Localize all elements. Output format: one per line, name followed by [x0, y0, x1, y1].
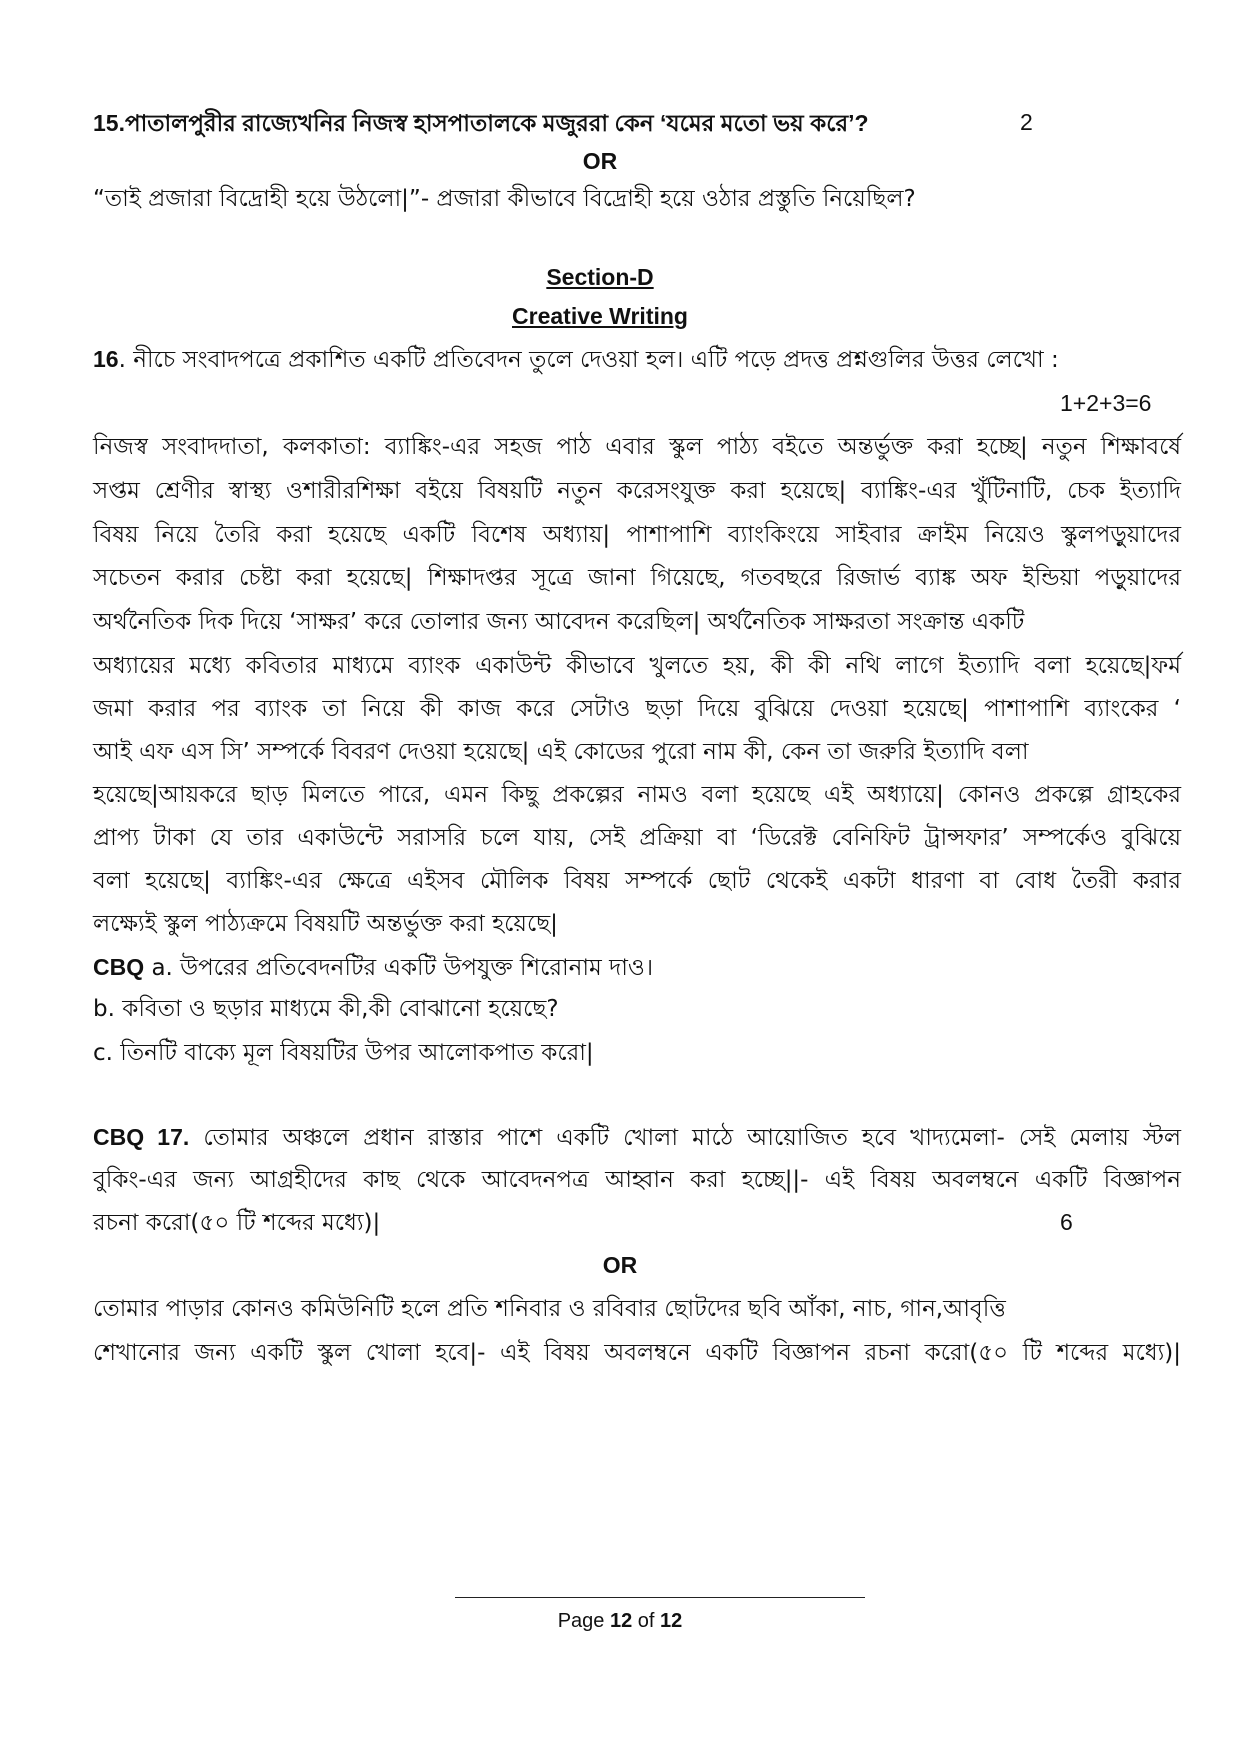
cbq-question-c: c. তিনটি বাক্যে মূল বিষয়টির উপর আলোকপাত করো|: [93, 1040, 594, 1066]
passage-line: প্রাপ্য টাকা যে তার একাউন্টে সরাসরি চলে যায়, সেই প্রক্রিয়া বা ‘ডিরেক্ট বেনিফিট ট্রান্সফার’ সম্পর্কেও বুঝিয়ে: [93, 825, 1181, 851]
cbq-question-a: [93, 950, 653, 985]
question-17-alternative-line-1: তোমার পাড়ার কোনও কমিউনিটি হলে প্রতি শনিবার ও রবিবার ছোটদের ছবি আঁকা, নাচ, গান,আবৃত্তি: [93, 1296, 1006, 1322]
end-rule: [455, 1597, 865, 1598]
passage-line: অধ্যায়ের মধ্যে কবিতার মাধ্যমে ব্যাংক একাউন্ট কীভাবে খুলতে হয়, কী কী নথি লাগে ইত্যাদি বলা হয়েছে|ফর্ম: [93, 653, 1181, 679]
passage-line: আই এফ এস সি’ সম্পর্কে বিবরণ দেওয়া হয়েছে| এই কোডের পুরো নাম কী, কেন তা জরুরি ইত্যাদি বলা: [93, 739, 1029, 765]
section-subtitle: Creative Writing: [512, 303, 688, 329]
passage-line: নিজস্ব সংবাদদাতা, কলকাতা: ব্যাঙ্কিং-এর সহজ পাঠ এবার স্কুল পাঠ্য বইতে অন্তর্ভুক্ত করা হচ্ছে| নতুন শিক্ষাবর্ষে: [93, 434, 1181, 460]
question-17-line-2: বুকিং-এর জন্য আগ্রহীদের কাছ থেকে আবেদনপত্র আহ্বান করা হচ্ছে||- এই বিষয় অবলম্বনে একটি বিজ্ঞাপন: [93, 1167, 1181, 1193]
passage-line: বলা হয়েছে| ব্যাঙ্কিং-এর ক্ষেত্রে এইসব মৌলিক বিষয় সম্পর্কে ছোট থেকেই একটা ধারণা বা বোধ তৈরী করার: [93, 868, 1181, 894]
question-16-instruction: [93, 342, 1059, 377]
passage-line: অর্থনৈতিক দিক দিয়ে ‘সাক্ষর’ করে তোলার জন্য আবেদন করেছিল| অর্থনৈতিক সাক্ষরতা সংক্রান্ত একটি: [93, 609, 1025, 635]
passage-line: জমা করার পর ব্যাংক তা নিয়ে কী কাজ করে সেটাও ছড়া দিয়ে বুঝিয়ে দেওয়া হয়েছে| পাশাপাশি ব্যাংকের ‘: [93, 696, 1181, 722]
passage-line: বিষয় নিয়ে তৈরি করা হয়েছে একটি বিশেষ অধ্যায়| পাশাপাশি ব্যাংকিংয়ে সাইবার ক্রাইম নিয়েও স্কুলপড়ুয়াদের: [93, 522, 1181, 548]
question-17-line-1: [93, 1120, 1181, 1155]
page-number: [0, 1610, 1240, 1633]
or-divider-17: OR: [602, 1252, 638, 1278]
cbq-label: CBQ: [93, 954, 145, 980]
question-15-alternative: “তাই প্রজারা বিদ্রোহী হয়ে উঠলো|”- প্রজারা কীভাবে বিদ্রোহী হয়ে ওঠার প্রস্তুতি নিয়েছিল?: [93, 186, 916, 212]
question-15-text: 15.পাতালপুরীর রাজ্যেখনির নিজস্ব হাসপাতালকে মজুররা কেন ‘যমের মতো ভয় করে’?: [93, 110, 869, 136]
page-total: 12: [660, 1610, 683, 1632]
passage-line: লক্ষ্যেই স্কুল পাঠ্যক্রমে বিষয়টি অন্তর্ভুক্ত করা হয়েছে|: [93, 911, 558, 937]
cbq-question-a-text: a. উপরের প্রতিবেদনটির একটি উপযুক্ত শিরোনাম দাও।: [151, 955, 654, 981]
or-divider-15: OR: [582, 148, 618, 174]
page-of: of: [632, 1610, 661, 1632]
question-16-marks: 1+2+3=6: [1060, 390, 1152, 416]
question-16-number: 16: [93, 346, 119, 372]
section-title: Section-D: [546, 264, 654, 290]
question-15: [93, 106, 869, 141]
passage-line: সচেতন করার চেষ্টা করা হয়েছে| শিক্ষাদপ্তর সূত্রে জানা গিয়েছে, গতবছরে রিজার্ভ ব্যাঙ্ক অফ ইন্ডিয়া পড়ুয়াদের: [93, 565, 1181, 591]
question-17-text: তোমার অঞ্চলে প্রধান রাস্তার পাশে একটি খোলা মাঠে আয়োজিত হবে খাদ্যমেলা- সেই মেলায় স্টল: [203, 1125, 1181, 1151]
page-prefix: Page: [557, 1610, 610, 1632]
passage-line: হয়েছে|আয়করে ছাড় মিলতে পারে, এমন কিছু প্রকল্পের নামও বলা হয়েছে এই অধ্যায়ে| কোনও প্রকল্পে গ্রাহকের: [93, 782, 1181, 808]
passage-line: সপ্তম শ্রেণীর স্বাস্থ্য ওশারীরশিক্ষা বইয়ে বিষয়টি নতুন করেসংযুক্ত করা হয়েছে| ব্যাঙ্কিং-এর খুঁটিনাটি, চেক ইত্যাদি: [93, 478, 1181, 504]
question-16-text: . নীচে সংবাদপত্রে প্রকাশিত একটি প্রতিবেদন তুলে দেওয়া হল। এটি পড়ে প্রদত্ত প্রশ্নগুলির উত্তর লেখো :: [118, 347, 1059, 373]
question-17-line-3: রচনা করো(৫০ টি শব্দের মধ্যে)|: [93, 1210, 381, 1236]
question-15-marks: 2: [1020, 109, 1033, 135]
cbq-question-b: b. কবিতা ও ছড়ার মাধ্যমে কী,কী বোঝানো হয়েছে?: [93, 996, 559, 1022]
question-17-label: CBQ 17.: [93, 1124, 190, 1150]
question-17-marks: 6: [1060, 1209, 1073, 1235]
page-current: 12: [609, 1610, 633, 1632]
question-17-alternative-line-2: শেখানোর জন্য একটি স্কুল খোলা হবে|- এই বিষয় অবলম্বনে একটি বিজ্ঞাপন রচনা করো(৫০ টি শব্দের মধ্যে)|: [93, 1340, 1181, 1366]
